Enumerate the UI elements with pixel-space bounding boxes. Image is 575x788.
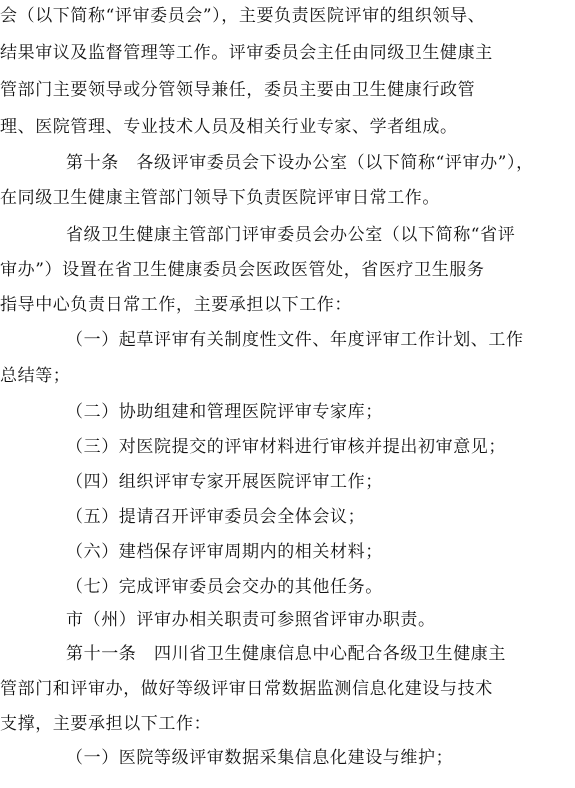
text-line: （三）对医院提交的评审材料进行审核并提出初审意见； bbox=[66, 437, 506, 457]
text-line: （七）完成评审委员会交办的其他任务。 bbox=[66, 577, 383, 597]
text-line: 支撑，主要承担以下工作： bbox=[0, 714, 212, 734]
text-line: （五）提请召开评审委员会全体会议； bbox=[66, 507, 366, 527]
text-line: 结果审议及监督管理等工作。评审委员会主任由同级卫生健康主 bbox=[0, 43, 493, 63]
text-line: 在同级卫生健康主管部门领导下负责医院评审日常工作。 bbox=[0, 188, 440, 208]
text-line: （六）建档保存评审周期内的相关材料； bbox=[66, 542, 383, 562]
text-line: 第十条 各级评审委员会下设办公室（以下简称“评审办”）， bbox=[66, 153, 534, 173]
text-line: 会（以下简称“评审委员会”），主要负责医院评审的组织领导、 bbox=[0, 6, 486, 26]
text-line: 审办”）设置在省卫生健康委员会医政医管处，省医疗卫生服务 bbox=[0, 260, 485, 280]
text-line: （四）组织评审专家开展医院评审工作； bbox=[66, 472, 383, 492]
text-line: 总结等； bbox=[0, 366, 71, 386]
text-line: 管部门和评审办，做好等级评审日常数据监测信息化建设与技术 bbox=[0, 679, 493, 699]
text-line: 管部门主要领导或分管领导兼任，委员主要由卫生健康行政管 bbox=[0, 80, 476, 100]
text-line: 指导中心负责日常工作，主要承担以下工作： bbox=[0, 295, 352, 315]
text-line: 第十一条 四川省卫生健康信息中心配合各级卫生健康主 bbox=[66, 644, 506, 664]
text-line: 省级卫生健康主管部门评审委员会办公室（以下简称“省评 bbox=[66, 225, 516, 245]
text-line: （一）起草评审有关制度性文件、年度评审工作计划、工作 bbox=[66, 330, 524, 350]
text-line: 理、医院管理、专业技术人员及相关行业专家、学者组成。 bbox=[0, 117, 458, 137]
text-line: （一）医院等级评审数据采集信息化建设与维护； bbox=[66, 748, 454, 768]
text-line: （二）协助组建和管理医院评审专家库； bbox=[66, 402, 383, 422]
text-line: 市（州）评审办相关职责可参照省评审办职责。 bbox=[66, 610, 436, 630]
